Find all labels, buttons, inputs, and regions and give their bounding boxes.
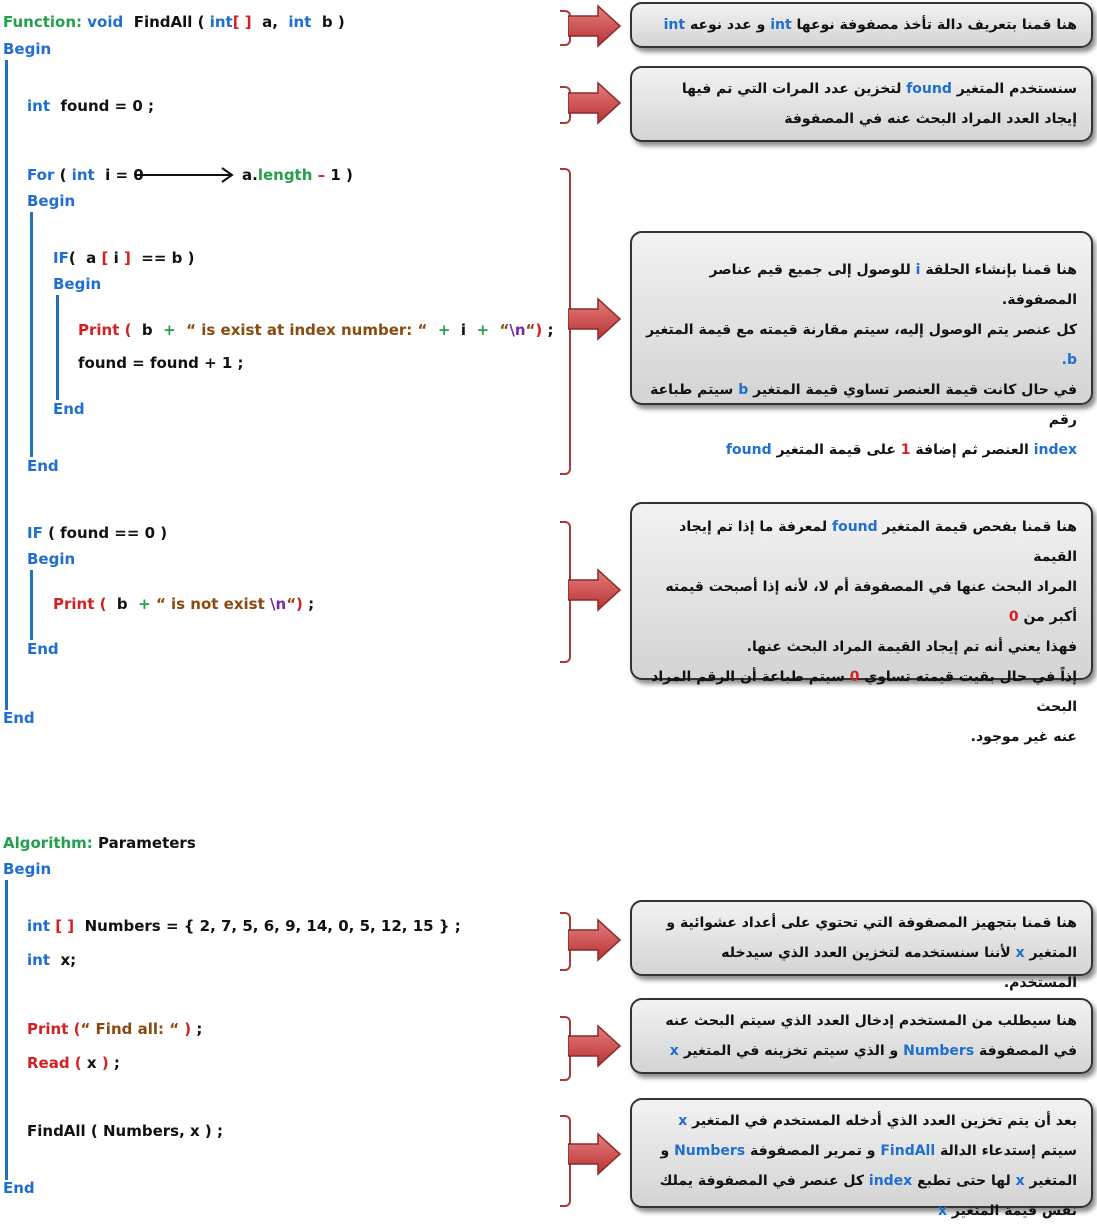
found-declaration: int found = 0 ; (27, 97, 155, 115)
if-not-found-scope-bar (30, 570, 33, 640)
for-upper-bound: a.length – 1 ) (242, 166, 353, 184)
read-statement: Read ( x ) ; (27, 1054, 120, 1072)
arrow-right-icon (568, 918, 623, 962)
arrow-right-icon (568, 81, 623, 125)
if-header: IF( a [ i ] == b ) (53, 249, 195, 267)
function-header: Function: void FindAll ( int[ ] a, int b ) (3, 13, 345, 31)
note-function-call: بعد أن يتم تخزين العدد الذي أدخله المستخدم في المتغير x سيتم إستدعاء الدالة FindAll و تمرير المصفوفة Numbers و المتغير x لها حتى تطبع index كل عنصر في المصفوفة يملك نفس قيمة المتغير x (630, 1098, 1093, 1208)
if-scope-bar (56, 295, 59, 400)
note-found-variable: سنستخدم المتغير found لتخزين عدد المرات التي تم فيها إيجاد العدد المراد البحث عنه في المصفوفة (630, 66, 1093, 142)
arrow-right-icon (568, 568, 623, 612)
algorithm-end: End (3, 1179, 35, 1197)
if-not-found-begin: Begin (27, 550, 76, 568)
arrow-right-icon (568, 297, 623, 341)
numbers-declaration: int [ ] Numbers = { 2, 7, 5, 6, 9, 14, 0, 5, 12, 15 } ; (27, 917, 461, 935)
for-end: End (27, 457, 59, 475)
note-array-setup: هنا قمنا بتجهيز المصفوفة التي تحتوي على أعداد عشوائية و المتغير x لأننا سنستخدمه لتخزين العدد الذي سيدخله المستخدم. (630, 900, 1093, 976)
print-not-found-statement: Print ( b + “ is not exist \n“) ; (53, 595, 315, 613)
arrow-right-icon (568, 1024, 623, 1068)
for-range-arrow (136, 166, 240, 184)
note-function-definition: هنا قمنا بتعريف دالة تأخذ مصفوفة نوعها int و عدد نوعه int (630, 2, 1093, 48)
if-not-found-end: End (27, 640, 59, 658)
algorithm-begin: Begin (3, 860, 52, 878)
function-scope-bar (5, 60, 8, 710)
function-end: End (3, 709, 35, 727)
x-declaration: int x; (27, 951, 77, 969)
note-user-input: هنا سيطلب من المستخدم إدخال العدد الذي سيتم البحث عنه في المصفوفة Numbers و الذي سيتم تخزينه في المتغير x (630, 998, 1093, 1074)
function-begin: Begin (3, 40, 52, 58)
arrow-right-icon (568, 1132, 623, 1176)
found-increment: found = found + 1 ; (78, 354, 244, 372)
if-end: End (53, 400, 85, 418)
algorithm-header: Algorithm: Parameters (3, 834, 196, 852)
if-not-found-header: IF ( found == 0 ) (27, 524, 168, 542)
print-found-statement: Print ( b + “ is exist at index number: “ + i + “\n“) ; (78, 321, 554, 339)
for-begin: Begin (27, 192, 76, 210)
print-prompt-statement: Print (“ Find all: “ ) ; (27, 1020, 203, 1038)
note-not-found-check: هنا قمنا بفحص قيمة المتغير found لمعرفة ما إذا تم إيجاد القيمة المراد البحث عنها في المصفوفة أم لا، لأنه إذا أصبحت قيمته أكبر من 0 فهذا يعني أنه تم إيجاد القيمة المراد البحث عنها. إذاً في حال بقيت قيمته تساوي 0 سيتم طباعة أن الرقم المراد البحث عنه غير موجود. (630, 502, 1093, 680)
findall-call: FindAll ( Numbers, x ) ; (27, 1122, 223, 1140)
note-for-loop: هنا قمنا بإنشاء الحلقة i للوصول إلى جميع قيم عناصر المصفوفة. كل عنصر يتم الوصول إليه، سيتم مقارنة قيمته مع قيمة المتغير b. في حال كانت قيمة العنصر تساوي قيمة المتغير b سيتم طباعة رقم index العنصر ثم إضافة 1 على قيمة المتغير found (630, 231, 1093, 405)
for-header: For ( int i = 0 (27, 166, 144, 184)
arrow-right-icon (568, 4, 623, 48)
if-begin: Begin (53, 275, 102, 293)
for-scope-bar (30, 212, 33, 457)
algorithm-scope-bar (5, 880, 8, 1180)
